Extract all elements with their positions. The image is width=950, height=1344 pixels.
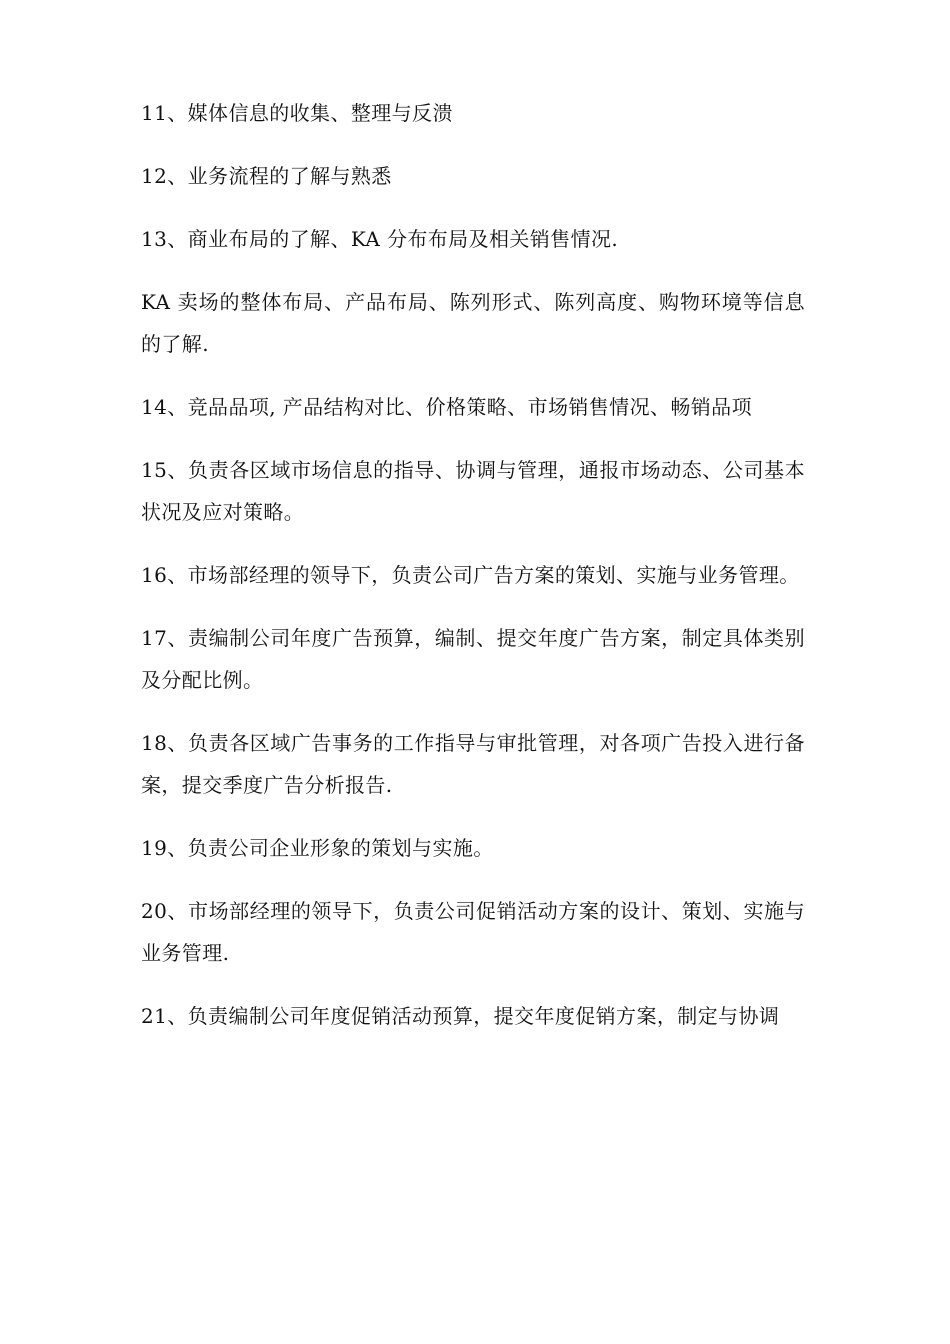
paragraph-21: 21、负责编制公司年度促销活动预算，提交年度促销方案，制定与协调 [141,1004,780,1028]
paragraph-12: 12、业务流程的了解与熟悉 [141,164,392,188]
document-body [141,92,805,1058]
paragraph-15: 15、负责各区域市场信息的指导、协调与管理，通报市场动态、公司基本状况及应对策略。 [141,458,805,524]
paragraph-13: 13、商业布局的了解、KA 分布布局及相关销售情况. [141,227,619,251]
paragraph-11: 11、媒体信息的收集、整理与反溃 [141,101,453,125]
paragraph-20: 20、市场部经理的领导下，负责公司促销活动方案的设计、策划、实施与业务管理. [141,899,805,965]
paragraph-16: 16、市场部经理的领导下，负责公司广告方案的策划、实施与业务管理。 [141,563,800,587]
paragraph-ka-store: KA 卖场的整体布局、产品布局、陈列形式、陈列高度、购物环境等信息的了解. [141,290,805,356]
paragraph-19: 19、负责公司企业形象的策划与实施。 [141,836,494,860]
paragraph-17: 17、责编制公司年度广告预算，编制、提交年度广告方案，制定具体类别及分配比例。 [141,626,805,692]
paragraph-18: 18、负责各区域广告事务的工作指导与审批管理，对各项广告投入进行备案，提交季度广告分析报告. [141,731,805,797]
paragraph-14: 14、竞品品项, 产品结构对比、价格策略、市场销售情况、畅销品项 [141,395,752,419]
